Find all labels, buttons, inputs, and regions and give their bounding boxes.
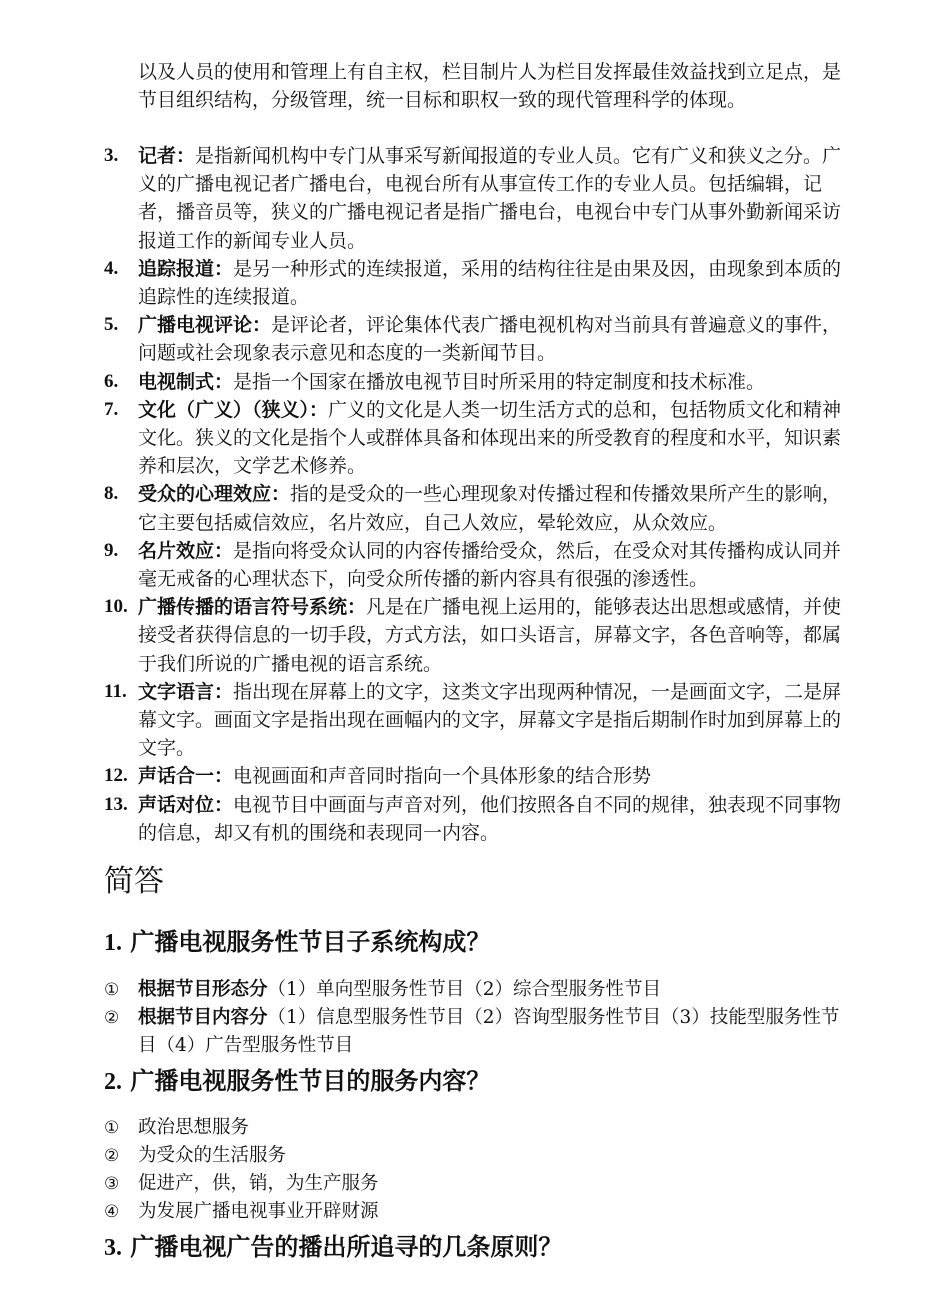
definition-item	[104, 678, 850, 763]
definition-number: 7.	[104, 398, 119, 420]
circled-number: ③	[104, 1174, 120, 1194]
section-title: 简答	[104, 864, 164, 899]
definition-text: 广义的文化是人类一切生活方式的总和，包括物质文化和精神文化。狭义的文化是指个人或群体具备和体现出来的所受教育的程度和水平，知识素养和层次，文学艺术修养。	[138, 398, 842, 478]
definition-text: 是评论者，评论集体代表广播电视机构对当前具有普遍意义的事件，问题或社会现象表示意见和态度的一类新闻节目。	[138, 314, 842, 365]
definition-item	[104, 142, 850, 255]
definition-term: 电视制式：	[138, 370, 234, 393]
definition-term: 记者：	[138, 145, 196, 167]
question-number: 1.	[104, 930, 122, 956]
circled-number: ④	[104, 1202, 120, 1222]
definition-term: 受众的心理效应：	[138, 483, 291, 506]
definition-text: 指的是受众的一些心理现象对传播过程和传播效果所产生的影响，它主要包括威信效应，名片效应，自己人效应，晕轮效应，从众效应。	[138, 483, 842, 534]
definition-item	[104, 311, 850, 367]
answer-item	[104, 976, 850, 1004]
definition-number: 5.	[104, 314, 119, 336]
question-number: 2.	[104, 1069, 122, 1095]
answer-label: 根据节目内容分	[138, 1007, 268, 1028]
definition-term: 名片效应：	[138, 539, 234, 562]
circled-number: ②	[104, 1146, 120, 1166]
definition-item	[104, 396, 850, 481]
answer-item	[104, 1004, 850, 1060]
circled-number: ①	[104, 980, 120, 1000]
definition-item	[104, 368, 850, 396]
answer-item	[104, 1114, 850, 1142]
question-title: 广播电视服务性节目子系统构成？	[130, 927, 491, 956]
definition-number: 11.	[104, 680, 127, 702]
answer-list	[104, 976, 850, 1060]
definition-number: 8.	[104, 483, 119, 505]
circled-number: ②	[104, 1008, 120, 1028]
definition-item	[104, 593, 850, 678]
definition-text: 电视节目中画面与声音对列，他们按照各自不同的规律，独表现不同事物的信息，却又有机的围绕和表现同一内容。	[138, 793, 842, 844]
definition-item	[104, 537, 850, 593]
definition-term: 广播传播的语言符号系统：	[138, 596, 367, 619]
intro-continuation: 以及人员的使用和管理上有自主权，栏目制片人为栏目发挥最佳效益找到立足点，是节目组织结构，分级管理，统一目标和职权一致的现代管理科学的体现。	[138, 61, 842, 112]
answer-item	[104, 1170, 850, 1198]
definition-text: 是指向将受众认同的内容传播给受众，然后，在受众对其传播构成认同并毫无戒备的心理状态下，向受众所传播的新内容具有很强的渗透性。	[138, 539, 842, 591]
definition-term: 追踪报道：	[138, 257, 234, 280]
definition-item	[104, 255, 850, 311]
question-heading	[104, 925, 490, 960]
question-heading	[104, 1230, 562, 1265]
definition-number: 3.	[104, 145, 119, 166]
question-number: 3.	[104, 1235, 122, 1261]
answer-list	[104, 1114, 850, 1226]
definition-term: 声话合一：	[138, 765, 234, 788]
answer-text: 政治思想服务	[138, 1117, 250, 1138]
answer-text: 为发展广播电视事业开辟财源	[138, 1201, 379, 1222]
question-title: 广播电视广告的播出所追寻的几条原则？	[130, 1232, 563, 1261]
answer-item	[104, 1198, 850, 1226]
definition-text: 是另一种形式的连续报道，采用的结构往往是由果及因，由现象到本质的追踪性的连续报道。	[138, 257, 842, 309]
definition-term: 广播电视评论：	[138, 314, 272, 337]
definition-text: 指出现在屏幕上的文字，这类文字出现两种情况，一是画面文字，二是屏幕文字。画面文字是指出现在画幅内的文字，屏幕文字是指后期制作时加到屏幕上的文字。	[138, 680, 842, 760]
question-title: 广播电视服务性节目的服务内容？	[130, 1066, 491, 1095]
definition-item	[104, 791, 850, 847]
definition-number: 6.	[104, 370, 119, 392]
definition-text: 凡是在广播电视上运用的，能够表达出思想或感情，并使接受者获得信息的一切手段，方式方法，如口头语言，屏幕文字，各色音响等，都属于我们所说的广播电视的语言系统。	[138, 596, 842, 675]
definition-text: 电视画面和声音同时指向一个具体形象的结合形势	[233, 765, 652, 788]
answer-item	[104, 1142, 850, 1170]
definition-number: 4.	[104, 257, 119, 279]
circled-number: ①	[104, 1118, 120, 1138]
definition-item	[104, 480, 850, 536]
definition-item	[104, 762, 850, 790]
definition-term: 文字语言：	[138, 680, 234, 703]
answer-text: 为受众的生活服务	[138, 1145, 287, 1166]
definition-number: 12.	[104, 765, 128, 787]
answer-text: 促进产，供，销，为生产服务	[138, 1173, 379, 1194]
definition-text: 是指新闻机构中专门从事采写新闻报道的专业人员。它有广义和狭义之分。广义的广播电视记者广播电台，电视台所有从事宣传工作的专业人员。包括编辑，记者，播音员等，狭义的广播电视记者是指广播电台，电视台中专门从事外勤新闻采访报道工作的新闻专业人员。	[138, 145, 842, 252]
definition-term: 声话对位：	[138, 793, 234, 816]
definition-term: 文化（广义）（狭义）：	[138, 398, 329, 421]
definition-number: 13.	[104, 793, 128, 815]
answer-text: （1）信息型服务性节目（2）咨询型服务性节目（3）技能型服务性节目（4）广告型服务性节目	[138, 1007, 840, 1056]
answer-label: 根据节目形态分	[138, 979, 268, 1000]
definition-list	[104, 142, 850, 847]
question-heading	[104, 1064, 490, 1099]
definition-text: 是指一个国家在播放电视节目时所采用的特定制度和技术标准。	[233, 370, 766, 393]
answer-text: （1）单向型服务性节目（2）综合型服务性节目	[267, 979, 662, 1000]
definition-number: 9.	[104, 539, 119, 561]
definition-number: 10.	[104, 596, 128, 618]
